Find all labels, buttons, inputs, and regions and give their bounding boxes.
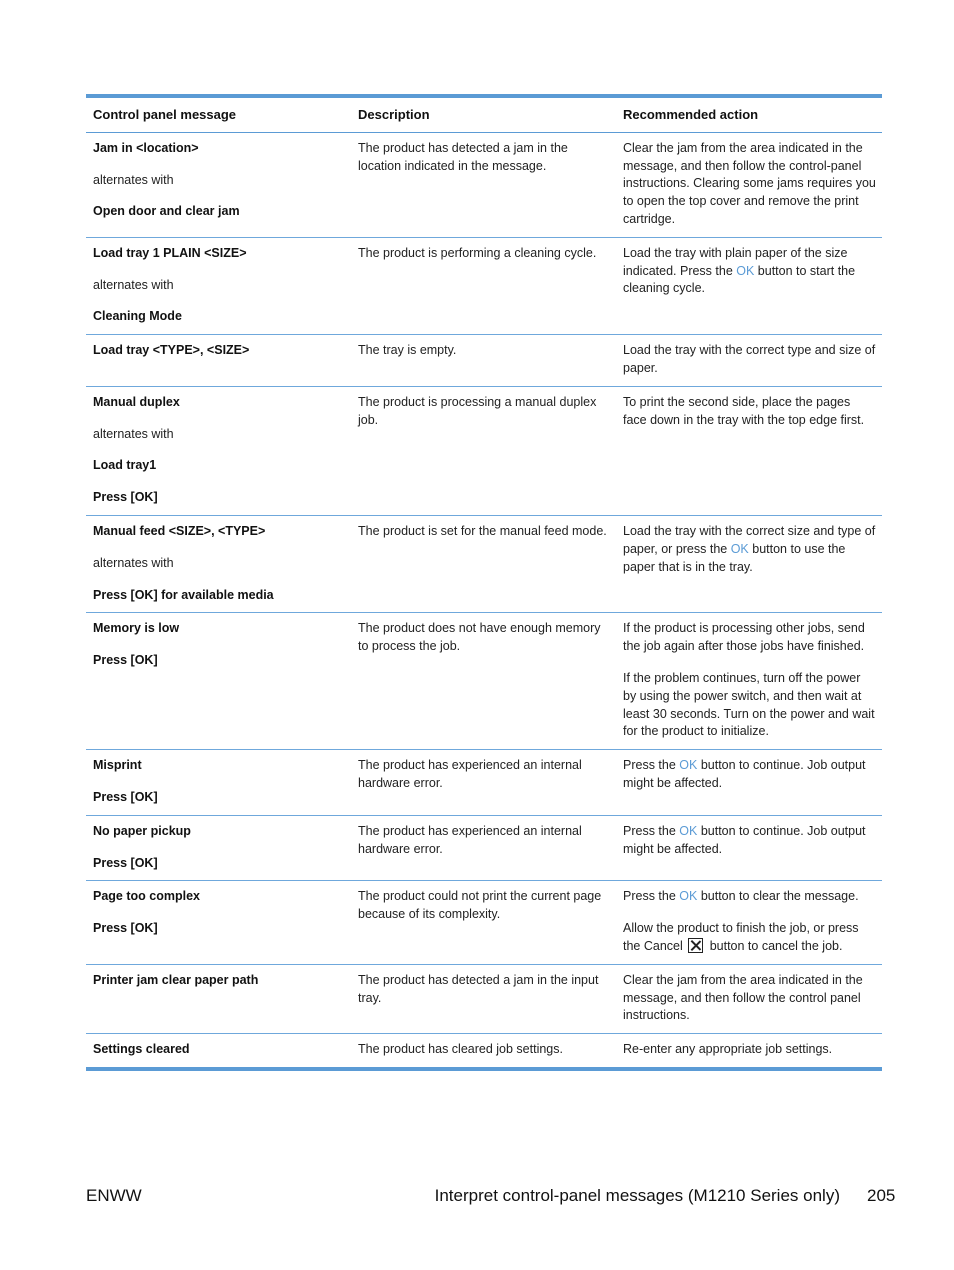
messages-table (86, 94, 882, 1071)
message-text: No paper pickup (93, 823, 191, 838)
ok-button-label: OK (679, 889, 698, 904)
action-paragraph (623, 920, 876, 956)
action-cell: To print the second side, place the pages face down in the tray with the top edge first. (623, 394, 865, 427)
message-text: Manual duplex (93, 394, 180, 409)
action-text: button to clear the message. (697, 889, 859, 904)
message-cell (86, 750, 351, 815)
table-row (86, 1034, 882, 1067)
ok-button-label: OK (679, 758, 698, 773)
action-cell: Load the tray with the correct type and size of paper. (623, 343, 876, 375)
action-cell (616, 750, 882, 815)
action-text: Press the (623, 758, 680, 773)
message-cell (86, 965, 351, 1033)
message-text: Page too complex (93, 889, 200, 904)
message-cell (86, 335, 351, 386)
description-cell: The product is performing a cleaning cycle. (358, 245, 597, 260)
footer-enww: ENWW (86, 1186, 142, 1205)
table-row (86, 335, 882, 387)
description-cell: The tray is empty. (358, 343, 457, 358)
message-text: Load tray <TYPE>, <SIZE> (93, 343, 250, 358)
table-row (86, 965, 882, 1034)
description-cell: The product has experienced an internal hardware error. (358, 758, 582, 790)
footer-section-title: Interpret control-panel messages (M1210 Series only) (434, 1186, 840, 1205)
table-row (86, 387, 882, 516)
action-text: Load the tray with plain paper of the size indicated. Press the (623, 245, 848, 278)
action-text: button to start the cleaning cycle. (623, 263, 856, 296)
action-cell (616, 516, 882, 612)
action-paragraph: If the product is processing other jobs, send the job again after those jobs have finished. (623, 621, 865, 654)
action-text: Press the (623, 889, 680, 904)
message-cell (86, 613, 351, 749)
header-message: Control panel message (93, 107, 237, 122)
action-text: Allow the product to finish the job, or press the Cancel (623, 921, 859, 953)
message-cell (86, 516, 351, 612)
header-description: Description (358, 107, 430, 122)
message-cell (86, 1034, 351, 1067)
description-cell: The product does not have enough memory to process the job. (358, 621, 601, 654)
footer-page-number: 205 (867, 1186, 896, 1205)
action-text: Load the tray with the correct size and type of paper, or press the (623, 523, 876, 556)
message-text: Load tray 1 PLAIN <SIZE> (93, 245, 247, 260)
table-row (86, 881, 882, 964)
alternates-text: alternates with (93, 555, 174, 570)
alternates-text: alternates with (93, 426, 174, 441)
message-text: Open door and clear jam (93, 204, 240, 219)
action-text: button to use the paper that is in the tray. (623, 541, 846, 574)
action-paragraph (623, 888, 876, 906)
action-cell (616, 881, 882, 963)
ok-button-label: OK (736, 263, 755, 278)
description-cell: The product has cleared job settings. (358, 1042, 563, 1057)
action-cell: Clear the jam from the area indicated in the message, and then follow the control panel instructions. (623, 972, 863, 1023)
message-text: Press [OK] for available media (93, 587, 274, 602)
message-cell (86, 816, 351, 881)
message-text: Jam in <location> (93, 140, 199, 155)
message-text: Press [OK] (93, 490, 158, 505)
action-paragraph: If the problem continues, turn off the power by using the power switch, and then wait at least 30 seconds. Turn on the power and wait for the product to initialize. (623, 670, 875, 739)
message-text: Press [OK] (93, 789, 158, 804)
ok-button-label: OK (730, 541, 749, 556)
message-text: Press [OK] (93, 921, 158, 936)
description-cell: The product is processing a manual duplex job. (358, 394, 597, 427)
alternates-text: alternates with (93, 172, 174, 187)
cancel-x-icon (688, 938, 703, 953)
message-text: Memory is low (93, 621, 180, 636)
table-row (86, 613, 882, 750)
message-text: Manual feed <SIZE>, <TYPE> (93, 523, 266, 538)
description-cell: The product has detected a jam in the input tray. (358, 972, 599, 1005)
table-row (86, 750, 882, 816)
table-row (86, 238, 882, 335)
description-cell: The product has detected a jam in the location indicated in the message. (358, 140, 568, 173)
message-text: Printer jam clear paper path (93, 972, 259, 987)
table-row (86, 516, 882, 613)
description-cell: The product could not print the current page because of its complexity. (358, 889, 602, 922)
action-text: button to continue. Job output might be affected. (623, 758, 866, 790)
action-cell: Clear the jam from the area indicated in the message, and then follow the control-panel instructions. Clearing some jams requires you to open the top cover and remove the print cartridge. (623, 140, 876, 226)
description-cell: The product is set for the manual feed mode. (358, 523, 607, 538)
message-text: Misprint (93, 758, 142, 773)
message-text: Load tray1 (93, 458, 157, 473)
action-text: button to cancel the job. (706, 938, 843, 953)
message-text: Settings cleared (93, 1042, 190, 1057)
ok-button-label: OK (679, 823, 698, 838)
table-row (86, 133, 882, 238)
action-cell (616, 238, 882, 334)
table-row (86, 816, 882, 882)
header-action: Recommended action (623, 107, 759, 122)
message-text: Press [OK] (93, 653, 158, 668)
table-header-row (86, 98, 882, 133)
message-text: Cleaning Mode (93, 309, 182, 324)
action-text: button to continue. Job output might be affected. (623, 823, 866, 856)
message-cell (86, 238, 351, 334)
alternates-text: alternates with (93, 277, 174, 292)
action-text: Press the (623, 823, 680, 838)
message-cell (86, 881, 351, 963)
action-cell (616, 816, 882, 881)
action-cell: Re-enter any appropriate job settings. (623, 1042, 833, 1057)
message-cell (86, 133, 351, 237)
message-text: Press [OK] (93, 855, 158, 870)
message-cell (86, 387, 351, 515)
action-cell (616, 613, 882, 749)
description-cell: The product has experienced an internal hardware error. (358, 823, 582, 856)
